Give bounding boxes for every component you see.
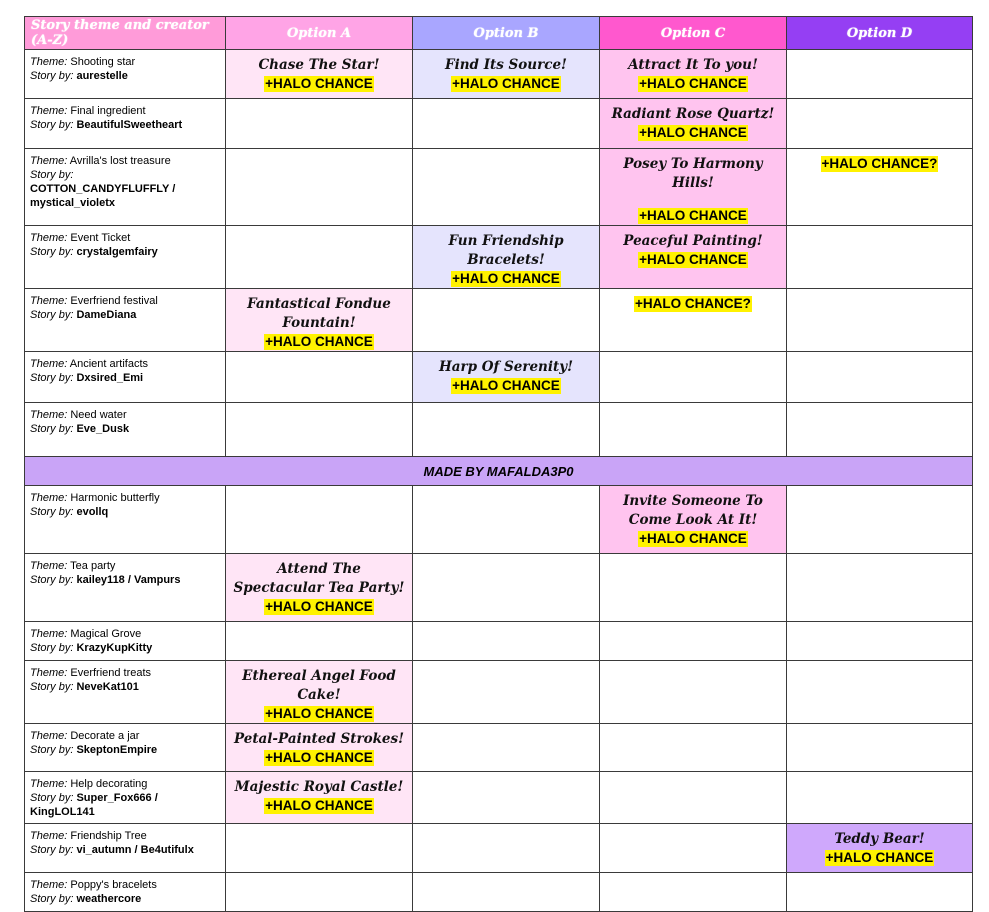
story-by-label: Story by: [30,246,74,258]
theme-value: Poppy's bracelets [70,879,157,891]
theme-value: Final ingredient [70,105,146,117]
creator-value: kailey118 / Vampurs [76,574,181,586]
creator-value: KrazyKupKitty [76,642,153,654]
theme-label: Theme: [30,295,68,307]
story-by-label: Story by: [30,423,74,435]
theme-label: Theme: [30,105,68,117]
creator-value: aurestelle [76,70,128,82]
halo-chance-badge: +HALO CHANCE [452,378,560,393]
table-row [25,403,973,457]
option-b-cell [413,50,600,99]
theme-label: Theme: [30,409,68,421]
option-title: Petal-Painted Strokes! [233,731,405,747]
story-cell [25,403,226,457]
creator-value: Super_Fox666 / KingLOL141 [30,792,158,818]
theme-value: Shooting star [70,56,136,68]
option-a-cell [226,661,413,724]
theme-label: Theme: [30,560,68,572]
option-a-cell [226,873,413,912]
option-d-cell [787,403,973,457]
story-cell [25,661,226,724]
creator-value: weathercore [76,893,142,905]
table-row [25,873,973,912]
table-row [25,824,973,873]
halo-chance-badge: +HALO CHANCE [452,76,560,91]
table-row [25,622,973,661]
option-title: Attend The Spectacular Tea Party! [233,561,405,596]
theme-label: Theme: [30,879,68,891]
halo-chance-badge: +HALO CHANCE [825,850,934,865]
creator-value: BeautifulSweetheart [76,119,183,131]
story-by-label: Story by: [30,119,74,131]
option-b-cell [413,352,600,403]
creator-value: Dxsired_Emi [76,372,144,384]
theme-value: Decorate a jar [70,730,140,742]
option-a-cell [226,352,413,403]
table-row [25,226,973,289]
creator-value: COTTON_CANDYFLUFFLY / mystical_violetx [30,183,176,209]
story-cell [25,554,226,622]
theme-value: Friendship Tree [70,830,147,842]
creator-value: Eve_Dusk [76,423,130,435]
halo-chance-badge: +HALO CHANCE [265,750,373,765]
option-d-cell [787,554,973,622]
story-by-label: Story by: [30,792,74,804]
option-c-cell [600,352,787,403]
option-a-cell [226,226,413,289]
theme-value: Need water [70,409,127,421]
table-row [25,486,973,554]
option-d-cell [787,661,973,724]
option-c-cell [600,226,787,289]
story-cell [25,289,226,352]
story-by-label: Story by: [30,642,74,654]
story-by-label: Story by: [30,169,74,181]
option-title: Majestic Royal Castle! [234,779,404,795]
theme-value: Magical Grove [70,628,142,640]
halo-chance-badge: +HALO CHANCE [639,76,747,91]
table-row [25,724,973,772]
theme-label: Theme: [30,155,68,167]
option-d-cell [787,50,973,99]
story-by-label: Story by: [30,506,74,518]
halo-chance-badge: +HALO CHANCE [265,334,373,349]
table-row [25,772,973,824]
story-cell [25,724,226,772]
theme-label: Theme: [30,667,68,679]
option-c-cell [600,99,787,149]
option-title: Radiant Rose Quartz! [611,106,775,122]
option-d-cell [787,352,973,403]
option-c-cell [600,149,787,226]
theme-value: Harmonic butterfly [70,492,160,504]
story-options-table [24,16,973,912]
option-a-cell [226,724,413,772]
halo-chance-badge: +HALO CHANCE [265,76,373,91]
halo-chance-badge: +HALO CHANCE [639,531,747,546]
halo-chance-badge: +HALO CHANCE [639,125,747,140]
banner-row [25,457,973,486]
halo-chance-badge: +HALO CHANCE [452,271,560,286]
halo-chance-badge: +HALO CHANCE [639,208,747,223]
header-row [25,17,973,50]
story-by-label: Story by: [30,744,74,756]
option-d-cell [787,873,973,912]
option-title: Invite Someone To Come Look At It! [623,493,763,528]
theme-label: Theme: [30,830,68,842]
table-row [25,50,973,99]
option-c-cell [600,622,787,661]
option-b-cell [413,226,600,289]
story-by-label: Story by: [30,70,74,82]
theme-value: Everfriend treats [70,667,152,679]
option-d-cell [787,724,973,772]
theme-label: Theme: [30,358,68,370]
option-title: Fun Friendship Bracelets! [448,233,564,268]
table-row [25,661,973,724]
story-by-label: Story by: [30,681,74,693]
halo-chance-badge: +HALO CHANCE? [635,296,751,311]
option-c-cell [600,50,787,99]
table-row [25,352,973,403]
story-by-label: Story by: [30,372,74,384]
story-cell [25,873,226,912]
option-d-cell [787,289,973,352]
option-title: Peaceful Painting! [623,233,763,249]
option-a-cell [226,289,413,352]
option-a-cell [226,50,413,99]
option-b-cell [413,149,600,226]
option-a-cell [226,824,413,873]
table-row [25,554,973,622]
option-title: Chase The Star! [258,57,380,73]
option-b-cell [413,873,600,912]
option-d-cell [787,226,973,289]
option-a-cell [226,554,413,622]
option-title: Posey To Harmony Hills! [623,156,763,191]
made-by-banner: MADE BY MAFALDA3P0 [25,457,973,486]
option-b-cell [413,289,600,352]
theme-label: Theme: [30,492,68,504]
option-d-cell [787,99,973,149]
creator-value: NeveKat101 [76,681,139,693]
header-option-d: Option D [787,17,973,50]
option-c-cell [600,289,787,352]
option-a-cell [226,99,413,149]
theme-label: Theme: [30,232,68,244]
option-b-cell [413,824,600,873]
option-title: Find Its Source! [445,57,567,73]
header-story-column: Story theme and creator (A-Z) [25,17,226,50]
theme-value: Help decorating [70,778,148,790]
story-cell [25,486,226,554]
halo-chance-badge: +HALO CHANCE [265,599,373,614]
theme-value: Everfriend festival [70,295,158,307]
option-b-cell [413,403,600,457]
theme-value: Event Ticket [70,232,131,244]
option-a-cell [226,149,413,226]
story-cell [25,772,226,824]
option-a-cell [226,486,413,554]
table-row [25,99,973,149]
story-by-label: Story by: [30,893,74,905]
header-option-b: Option B [413,17,600,50]
theme-label: Theme: [30,56,68,68]
option-b-cell [413,554,600,622]
option-d-cell [787,486,973,554]
option-c-cell [600,486,787,554]
halo-chance-badge: +HALO CHANCE [265,706,373,721]
option-b-cell [413,772,600,824]
option-title: Ethereal Angel Food Cake! [242,668,396,703]
creator-value: vi_autumn / Be4utifulx [76,844,194,856]
creator-value: crystalgemfairy [76,246,158,258]
option-c-cell [600,824,787,873]
option-b-cell [413,661,600,724]
story-cell [25,99,226,149]
option-c-cell [600,724,787,772]
option-title: Fantastical Fondue Fountain! [247,296,391,331]
creator-value: SkeptonEmpire [76,744,158,756]
story-cell [25,622,226,661]
option-c-cell [600,873,787,912]
option-title: Attract It To you! [628,57,758,73]
story-cell [25,50,226,99]
story-by-label: Story by: [30,574,74,586]
theme-label: Theme: [30,628,68,640]
table-row [25,149,973,226]
story-cell [25,352,226,403]
table-row [25,289,973,352]
story-cell [25,149,226,226]
option-b-cell [413,486,600,554]
option-c-cell [600,661,787,724]
option-title: Harp Of Serenity! [438,359,573,375]
theme-label: Theme: [30,730,68,742]
option-b-cell [413,622,600,661]
theme-value: Ancient artifacts [69,358,149,370]
theme-label: Theme: [30,778,68,790]
header-option-a: Option A [226,17,413,50]
option-d-cell [787,149,973,226]
option-title: Teddy Bear! [834,831,925,847]
option-b-cell [413,99,600,149]
halo-chance-badge: +HALO CHANCE [265,798,373,813]
creator-value: DameDiana [76,309,137,321]
option-c-cell [600,403,787,457]
story-cell [25,226,226,289]
option-b-cell [413,724,600,772]
option-c-cell [600,554,787,622]
halo-chance-badge: +HALO CHANCE [639,252,747,267]
story-by-label: Story by: [30,844,74,856]
theme-value: Tea party [70,560,116,572]
option-d-cell [787,622,973,661]
option-a-cell [226,622,413,661]
option-a-cell [226,772,413,824]
story-cell [25,824,226,873]
header-option-c: Option C [600,17,787,50]
halo-chance-badge: +HALO CHANCE? [821,156,938,171]
theme-value: Avrilla's lost treasure [69,155,171,167]
option-c-cell [600,772,787,824]
story-by-label: Story by: [30,309,74,321]
option-a-cell [226,403,413,457]
option-d-cell [787,772,973,824]
option-d-cell [787,824,973,873]
creator-value: evollq [76,506,109,518]
